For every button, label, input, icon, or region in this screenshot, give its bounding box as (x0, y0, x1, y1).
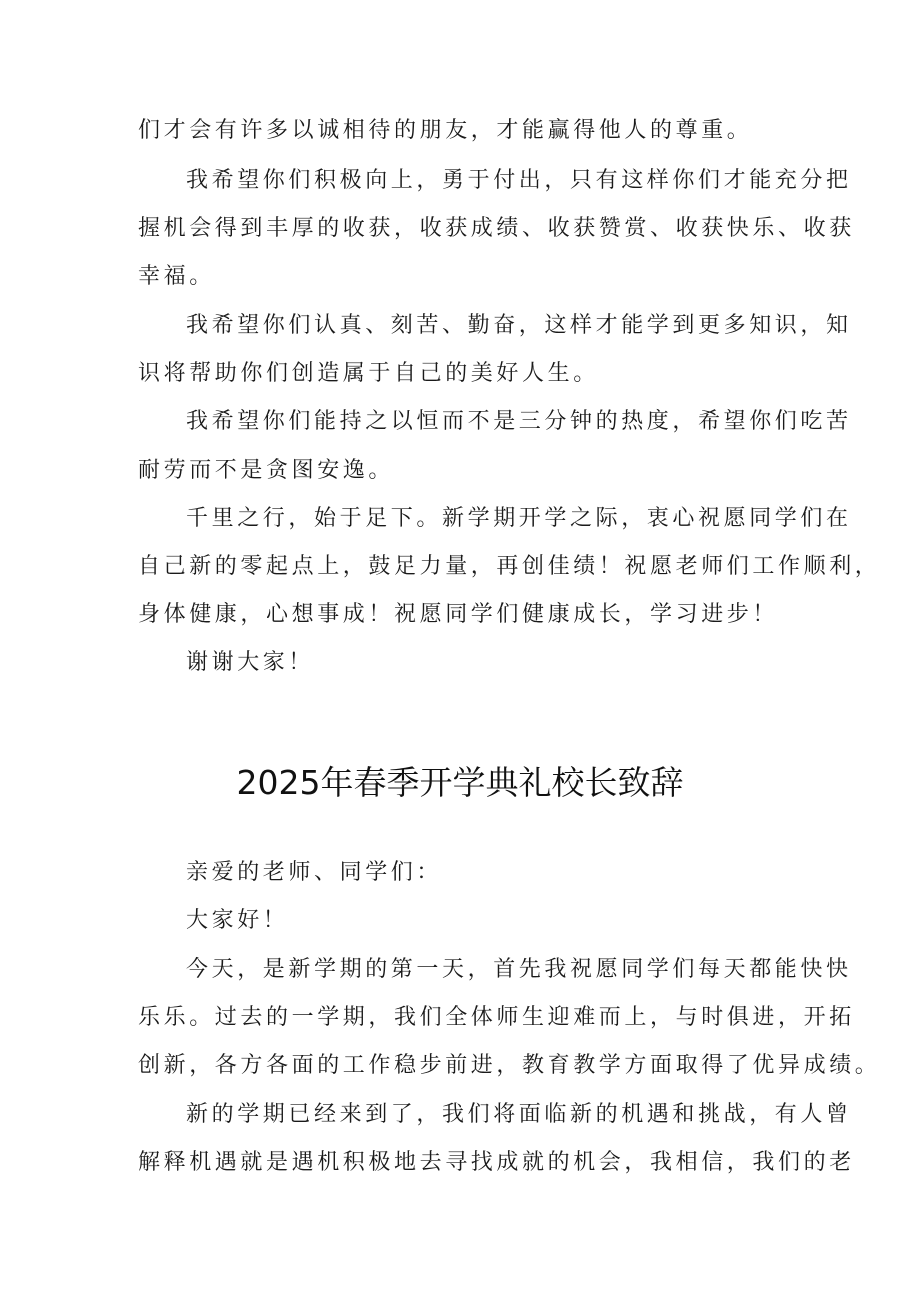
paragraph-line: 大家好！ (186, 908, 289, 933)
paragraph-line: 身体健康，心想事成！祝愿同学们健康成长，学习进步！ (138, 602, 779, 627)
paragraph-line: 我希望你们能持之以恒而不是三分钟的热度，希望你们吃苦 (186, 409, 852, 434)
paragraph-line: 今天，是新学期的第一天，首先我祝愿同学们每天都能快快 (186, 957, 852, 982)
paragraph-line: 亲爱的老师、同学们： (186, 860, 443, 885)
paragraph-line: 谢谢大家！ (186, 650, 315, 675)
paragraph-line: 自己新的零起点上，鼓足力量，再创佳绩！祝愿老师们工作顺利， (138, 554, 881, 579)
paragraph-line: 们才会有许多以诚相待的朋友，才能赢得他人的尊重。 (138, 118, 753, 143)
paragraph-line: 乐乐。过去的一学期，我们全体师生迎难而上，与时俱进，开拓 (138, 1005, 855, 1030)
document-title: 2025年春季开学典礼校长致辞 (236, 763, 684, 802)
paragraph-line: 解释机遇就是遇机积极地去寻找成就的机会，我相信，我们的老 (138, 1150, 855, 1175)
paragraph-line: 新的学期已经来到了，我们将面临新的机遇和挑战，有人曾 (186, 1102, 852, 1127)
paragraph-line: 我希望你们积极向上，勇于付出，只有这样你们才能充分把 (186, 168, 852, 193)
paragraph-line: 耐劳而不是贪图安逸。 (138, 458, 395, 483)
paragraph-line: 千里之行，始于足下。新学期开学之际，衷心祝愿同学们在 (186, 506, 852, 531)
paragraph-line: 创新，各方各面的工作稳步前进，教育教学方面取得了优异成绩。 (138, 1053, 881, 1078)
paragraph-line: 识将帮助你们创造属于自己的美好人生。 (138, 361, 599, 386)
paragraph-line: 握机会得到丰厚的收获，收获成绩、收获赞赏、收获快乐、收获 (138, 216, 855, 241)
paragraph-line: 幸福。 (138, 264, 215, 289)
paragraph-line: 我希望你们认真、刻苦、勤奋，这样才能学到更多知识，知 (186, 313, 852, 338)
